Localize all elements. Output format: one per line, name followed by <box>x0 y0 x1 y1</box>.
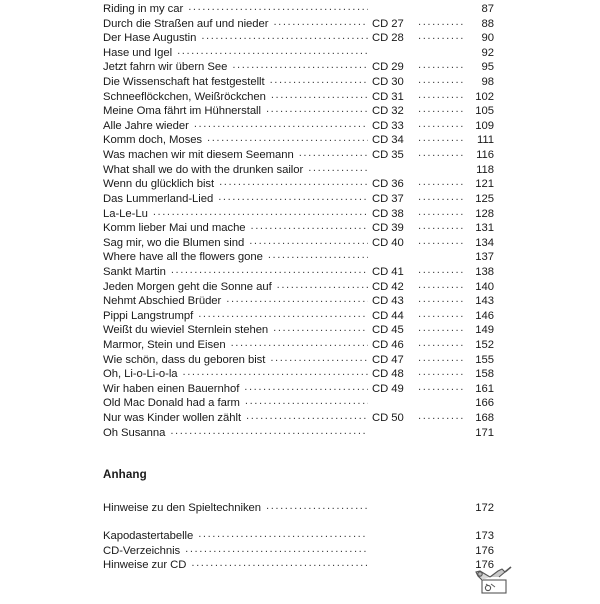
toc-entry-title: Jetzt fahrn wir übern See <box>103 61 228 74</box>
toc-entry-row <box>103 103 494 118</box>
toc-entry-row <box>103 191 494 206</box>
toc-entry-cd-track: CD 36 <box>372 178 404 191</box>
toc-entry-cd-track: CD 34 <box>372 134 404 147</box>
toc-dot-leader <box>251 220 368 231</box>
toc-entry-page-number: 116 <box>476 149 494 162</box>
toc-entry-page-number: 121 <box>475 178 494 191</box>
toc-cd-dot-leader <box>417 337 465 348</box>
toc-entry-row <box>103 279 494 294</box>
toc-dot-leader <box>270 352 368 363</box>
toc-entry-row <box>103 395 494 410</box>
toc-entry-page-number: 152 <box>475 339 494 352</box>
toc-entry-row <box>103 337 494 352</box>
toc-entry-page-number: 137 <box>475 251 494 264</box>
toc-entry-page-number: 140 <box>475 280 494 293</box>
toc-entry-title: La-Le-Lu <box>103 207 148 220</box>
toc-entry-title: Sankt Martin <box>103 265 166 278</box>
toc-entry-row <box>103 30 494 45</box>
toc-cd-dot-leader <box>417 59 465 70</box>
toc-entry-row <box>103 366 494 381</box>
toc-entry-list <box>103 1 494 439</box>
toc-entry-cd-track: CD 28 <box>372 32 404 45</box>
appendix-heading: Anhang <box>103 468 147 481</box>
toc-dot-leader <box>273 322 368 333</box>
toc-dot-leader <box>177 45 368 56</box>
toc-entry-title: Wir haben einen Bauernhof <box>103 382 240 395</box>
toc-entry-page-number: 172 <box>475 502 494 514</box>
toc-dot-leader <box>266 500 368 511</box>
toc-entry-row <box>103 557 494 572</box>
toc-entry-page-number: 111 <box>476 134 494 147</box>
toc-entry-page-number: 131 <box>475 222 494 235</box>
toc-entry-row <box>103 528 494 543</box>
toc-cd-dot-leader <box>417 132 465 143</box>
toc-entry-title: Where have all the flowers gone <box>103 251 263 264</box>
toc-entry-page-number: 87 <box>481 3 494 15</box>
toc-dot-leader <box>198 528 368 539</box>
toc-dot-leader <box>188 1 368 12</box>
toc-dot-leader <box>266 103 368 114</box>
toc-entry-title: Hinweise zur CD <box>103 559 187 572</box>
toc-entry-row <box>103 147 494 162</box>
toc-entry-row <box>103 220 494 235</box>
toc-entry-page-number: 109 <box>475 119 494 132</box>
toc-entry-title: Oh Susanna <box>103 426 166 439</box>
toc-dot-leader <box>170 425 368 436</box>
toc-entry-cd-track: CD 43 <box>372 295 404 308</box>
toc-entry-page-number: 134 <box>475 236 494 249</box>
toc-entry-page-number: 98 <box>481 76 494 89</box>
toc-entry-title: Hinweise zu den Spieltechniken <box>103 502 262 514</box>
toc-entry-row <box>103 89 494 104</box>
toc-dot-leader <box>185 543 368 554</box>
toc-entry-page-number: 171 <box>475 426 494 439</box>
toc-entry-cd-track: CD 31 <box>372 90 404 103</box>
toc-cd-dot-leader <box>417 206 465 217</box>
toc-dot-leader <box>191 557 368 568</box>
toc-entry-title: Oh, Li-o-Li-o-la <box>103 368 178 381</box>
toc-entry-page-number: 155 <box>475 353 494 366</box>
toc-dot-leader <box>246 410 368 421</box>
toc-entry-page-number: 158 <box>475 368 494 381</box>
toc-dot-leader <box>201 30 368 41</box>
toc-entry-title: Pippi Langstrumpf <box>103 309 194 322</box>
toc-entry-row <box>103 543 494 558</box>
toc-dot-leader <box>271 89 368 100</box>
toc-entry-cd-track: CD 37 <box>372 192 404 205</box>
toc-entry-cd-track: CD 29 <box>372 61 404 74</box>
toc-entry-page-number: 173 <box>475 530 494 542</box>
toc-entry-title: Sag mir, wo die Blumen sind <box>103 236 245 249</box>
toc-entry-title: Der Hase Augustin <box>103 32 197 45</box>
toc-entry-row <box>103 293 494 308</box>
toc-entry-row <box>103 235 494 250</box>
toc-dot-leader <box>249 235 368 246</box>
toc-entry-page-number: 88 <box>481 17 494 30</box>
toc-entry-page-number: 149 <box>475 324 494 337</box>
toc-entry-title: Kapodastertabelle <box>103 530 194 542</box>
toc-entry-cd-track: CD 30 <box>372 76 404 89</box>
toc-entry-cd-track: CD 35 <box>372 149 404 162</box>
toc-entry-title: Alle Jahre wieder <box>103 119 189 132</box>
toc-entry-page-number: 92 <box>481 46 494 59</box>
toc-cd-dot-leader <box>417 103 465 114</box>
toc-entry-title: Durch die Straßen auf und nieder <box>103 17 269 30</box>
toc-cd-dot-leader <box>417 425 465 436</box>
guitar-capo-ornament-icon <box>468 563 524 599</box>
toc-cd-dot-leader <box>417 322 465 333</box>
toc-cd-dot-leader <box>417 279 465 290</box>
toc-entry-cd-track: CD 38 <box>372 207 404 220</box>
toc-entry-title: Die Wissenschaft hat festgestellt <box>103 76 265 89</box>
toc-entry-title: Was machen wir mit diesem Seemann <box>103 149 294 162</box>
appendix-group-references <box>103 528 494 572</box>
toc-entry-title: Marmor, Stein und Eisen <box>103 339 226 352</box>
toc-cd-dot-leader <box>417 352 465 363</box>
toc-dot-leader <box>231 337 368 348</box>
toc-dot-leader <box>218 191 368 202</box>
toc-entry-title: Komm doch, Moses <box>103 134 203 147</box>
toc-dot-leader <box>194 118 368 129</box>
toc-cd-dot-leader <box>417 74 465 85</box>
toc-entry-row <box>103 381 494 396</box>
toc-entry-row <box>103 45 494 60</box>
toc-entry-page-number: 161 <box>475 382 494 395</box>
toc-entry-row <box>103 162 494 177</box>
toc-cd-dot-leader <box>417 249 465 260</box>
toc-cd-dot-leader <box>417 220 465 231</box>
toc-cd-dot-leader <box>417 366 465 377</box>
toc-entry-row <box>103 16 494 31</box>
toc-entry-cd-track: CD 39 <box>372 222 404 235</box>
toc-entry-title: Komm lieber Mai und mache <box>103 222 246 235</box>
toc-entry-page-number: 102 <box>475 90 494 103</box>
toc-entry-page-number: 176 <box>475 544 494 557</box>
toc-entry-title: Das Lummerland-Lied <box>103 192 214 205</box>
toc-cd-dot-leader <box>417 45 465 56</box>
toc-dot-leader <box>245 395 368 406</box>
toc-entry-row <box>103 264 494 279</box>
toc-entry-row <box>103 118 494 133</box>
toc-entry-title: Nur was Kinder wollen zählt <box>103 412 242 425</box>
toc-cd-dot-leader <box>417 557 465 568</box>
toc-entry-title: Wenn du glücklich bist <box>103 178 215 191</box>
toc-entry-page-number: 166 <box>475 397 494 410</box>
toc-entry-cd-track: CD 41 <box>372 265 404 278</box>
toc-entry-title: Schneeflöckchen, Weißröckchen <box>103 90 266 103</box>
toc-entry-page-number: 105 <box>475 105 494 118</box>
toc-entry-page-number: 168 <box>475 412 494 425</box>
toc-dot-leader <box>244 381 368 392</box>
toc-entry-row <box>103 59 494 74</box>
toc-entry-title: What shall we do with the drunken sailor <box>103 163 304 176</box>
toc-entry-row <box>103 176 494 191</box>
toc-entry-page-number: 146 <box>475 309 494 322</box>
toc-cd-dot-leader <box>417 191 465 202</box>
toc-dot-leader <box>277 279 368 290</box>
toc-cd-dot-leader <box>417 30 465 41</box>
toc-dot-leader <box>268 249 368 260</box>
toc-dot-leader <box>273 16 368 27</box>
toc-cd-dot-leader <box>417 235 465 246</box>
toc-cd-dot-leader <box>417 293 465 304</box>
toc-entry-cd-track: CD 27 <box>372 17 404 30</box>
toc-dot-leader <box>308 162 368 173</box>
toc-entry-title: Old Mac Donald had a farm <box>103 397 240 410</box>
toc-entry-cd-track: CD 46 <box>372 339 404 352</box>
toc-cd-dot-leader <box>417 1 465 12</box>
toc-entry-title: Wie schön, dass du geboren bist <box>103 353 266 366</box>
toc-entry-page-number: 176 <box>475 559 494 572</box>
toc-cd-dot-leader <box>417 381 465 392</box>
toc-cd-dot-leader <box>417 162 465 173</box>
toc-entry-cd-track: CD 50 <box>372 412 404 425</box>
toc-entry-title: Hase und Igel <box>103 46 173 59</box>
toc-cd-dot-leader <box>417 16 465 27</box>
toc-entry-title: Nehmt Abschied Brüder <box>103 295 222 308</box>
toc-entry-cd-track: CD 45 <box>372 324 404 337</box>
toc-dot-leader <box>226 293 368 304</box>
toc-cd-dot-leader <box>417 118 465 129</box>
toc-entry-title: Riding in my car <box>103 3 184 15</box>
toc-entry-page-number: 118 <box>476 163 494 176</box>
toc-entry-page-number: 128 <box>475 207 494 220</box>
toc-cd-dot-leader <box>417 543 465 554</box>
toc-dot-leader <box>171 264 368 275</box>
toc-entry-row <box>103 308 494 323</box>
toc-cd-dot-leader <box>417 528 465 539</box>
toc-entry-cd-track: CD 33 <box>372 119 404 132</box>
toc-dot-leader <box>183 366 368 377</box>
toc-entry-page-number: 90 <box>481 32 494 45</box>
toc-entry-cd-track: CD 44 <box>372 309 404 322</box>
toc-entry-row <box>103 132 494 147</box>
toc-cd-dot-leader <box>417 176 465 187</box>
toc-entry-cd-track: CD 42 <box>372 280 404 293</box>
toc-cd-dot-leader <box>417 147 465 158</box>
toc-cd-dot-leader <box>417 308 465 319</box>
toc-entry-cd-track: CD 32 <box>372 105 404 118</box>
toc-entry-row <box>103 206 494 221</box>
toc-entry-title: CD-Verzeichnis <box>103 544 181 557</box>
toc-entry-title: Meine Oma fährt im Hühnerstall <box>103 105 261 118</box>
toc-entry-title: Weißt du wieviel Sternlein stehen <box>103 324 269 337</box>
toc-entry-title: Jeden Morgen geht die Sonne auf <box>103 280 272 293</box>
toc-entry-cd-track: CD 49 <box>372 382 404 395</box>
toc-entry-page-number: 125 <box>475 192 494 205</box>
toc-entry-row <box>103 410 494 425</box>
toc-entry-row <box>103 352 494 367</box>
appendix-group-playing-techniques <box>103 500 494 515</box>
toc-entry-row <box>103 322 494 337</box>
toc-entry-row <box>103 74 494 89</box>
toc-entry-page-number: 95 <box>481 61 494 74</box>
toc-cd-dot-leader <box>417 500 465 511</box>
toc-entry-page-number: 138 <box>475 265 494 278</box>
toc-dot-leader <box>270 74 368 85</box>
toc-dot-leader <box>299 147 368 158</box>
toc-dot-leader <box>207 132 368 143</box>
toc-entry-page-number: 143 <box>475 295 494 308</box>
toc-entry-row <box>103 500 494 515</box>
toc-entry-row <box>103 1 494 16</box>
toc-dot-leader <box>219 176 368 187</box>
toc-dot-leader <box>153 206 368 217</box>
toc-entry-cd-track: CD 47 <box>372 353 404 366</box>
toc-entry-row <box>103 425 494 440</box>
toc-cd-dot-leader <box>417 395 465 406</box>
toc-entry-row <box>103 249 494 264</box>
toc-entry-cd-track: CD 40 <box>372 236 404 249</box>
toc-cd-dot-leader <box>417 410 465 421</box>
toc-cd-dot-leader <box>417 89 465 100</box>
toc-dot-leader <box>198 308 368 319</box>
toc-entry-cd-track: CD 48 <box>372 368 404 381</box>
toc-cd-dot-leader <box>417 264 465 275</box>
toc-dot-leader <box>232 59 368 70</box>
